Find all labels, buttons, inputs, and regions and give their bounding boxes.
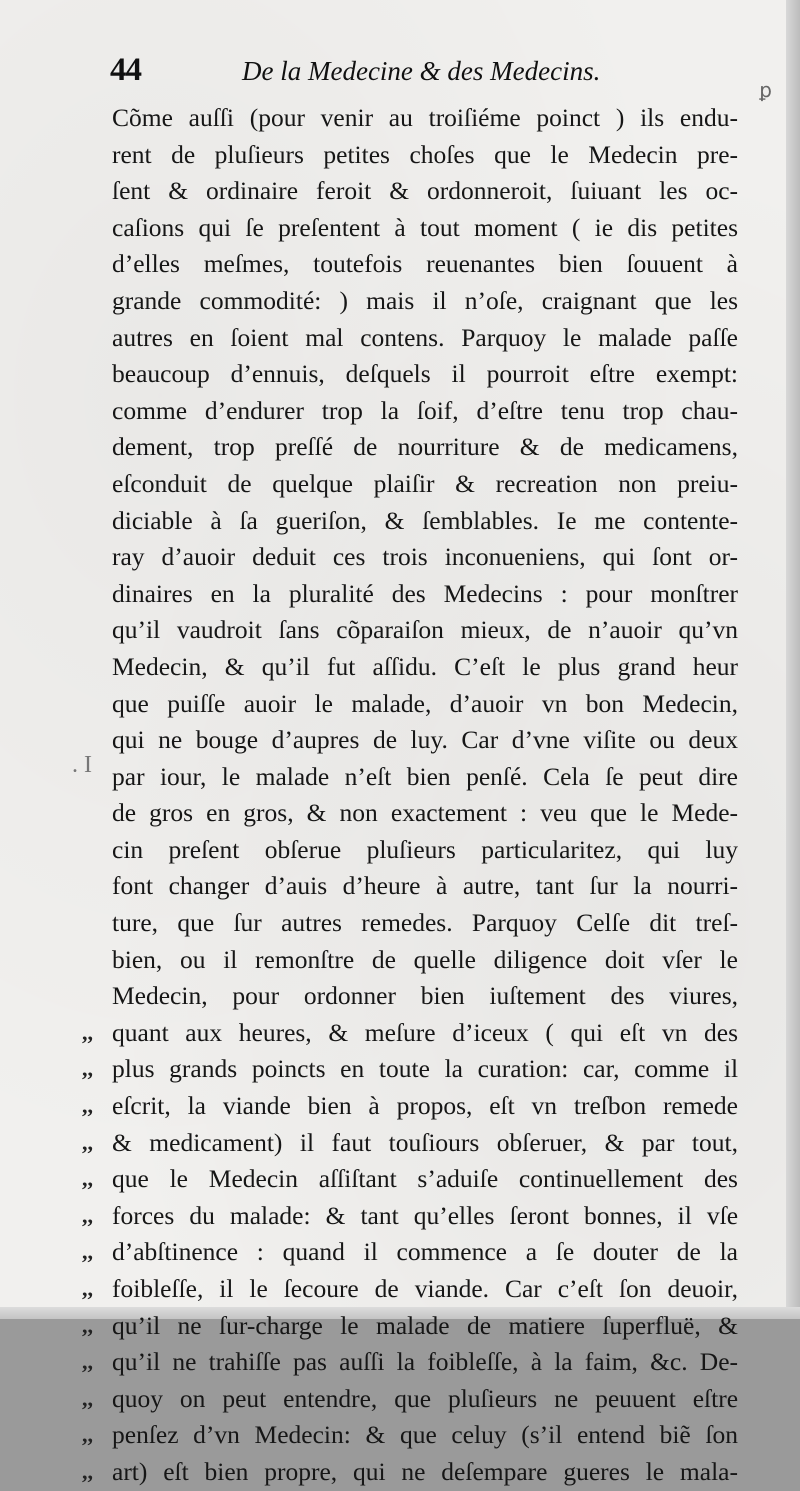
- text-line: [112, 795, 738, 832]
- line-text: rent de pluſieurs petites choſes que le Medecin pre-: [112, 139, 739, 169]
- line-text: font changer d’auis d’heure à autre, tant ſur la nourri-: [112, 871, 739, 901]
- line-text: de gros en gros, & non exactement : veu que le Mede-: [112, 798, 739, 828]
- line-text: penſez d’vn Medecin: & que celuy (s’il entend biẽ ſon: [112, 1420, 738, 1450]
- text-line: [112, 612, 738, 649]
- quotation-mark: ,,: [82, 1276, 93, 1301]
- margin-note: . I: [72, 752, 92, 778]
- text-line: [112, 722, 738, 759]
- line-text: ray d’auoir deduit ces trois inconueniens, qui ſont or-: [112, 542, 739, 572]
- text-line: [112, 686, 738, 723]
- line-text: que le Medecin aſſiſtant s’aduiſe continuellement des: [112, 1164, 738, 1194]
- line-text: caſions qui ſe preſentent à tout moment ( ie dis petites: [112, 212, 738, 242]
- text-line: [112, 393, 738, 430]
- body-text: [82, 100, 739, 1491]
- line-text: ture, que ſur autres remedes. Parquoy Celſe dit treſ-: [112, 908, 739, 938]
- text-line: [82, 1417, 738, 1454]
- line-text: qu’il ne trahiſſe pas auſſi la foibleſſe, à la faim, &c. De-: [112, 1347, 739, 1377]
- line-text: cin preſent obſerue pluſieurs particularitez, qui luy: [112, 834, 739, 864]
- text-line: [112, 539, 738, 576]
- line-text: & medicament) il faut touſiours obſeruer, & par tout,: [112, 1127, 738, 1157]
- text-line: [82, 1454, 738, 1491]
- line-text: Cõme auſſi (pour venir au troiſiéme poinct ) ils endu-: [112, 103, 738, 132]
- text-line: [112, 246, 738, 283]
- text-line: [112, 905, 738, 942]
- quotation-mark: ,,: [82, 1056, 93, 1082]
- text-line: [112, 137, 738, 174]
- line-text: foibleſſe, il le ſecoure de viande. Car c’eſt ſon deuoir,: [112, 1274, 738, 1303]
- page-number: 44: [110, 52, 141, 88]
- line-text: comme d’endurer trop la ſoif, d’eſtre tenu trop chau-: [112, 395, 739, 425]
- text-line: [112, 978, 738, 1015]
- text-line: [82, 1125, 738, 1162]
- quotation-mark: ,,: [82, 1129, 93, 1155]
- running-head: De la Medecine & des Medecins.: [242, 56, 601, 86]
- quotation-mark: ,,: [82, 1202, 93, 1228]
- text-line: [112, 429, 738, 466]
- quotation-mark: ,,: [82, 1239, 93, 1265]
- text-line: [112, 356, 738, 393]
- line-text: d’elles meſmes, toutefois reuenantes bien ſouuent à: [112, 249, 738, 279]
- line-text: forces du malade: & tant qu’elles ſeront bonnes, il vſe: [112, 1200, 739, 1230]
- text-line: [112, 283, 738, 320]
- text-line: [82, 1344, 739, 1381]
- line-text: dement, trop preſſé de nourriture & de medicamens,: [112, 432, 738, 462]
- line-text: eſcrit, la viande bien à propos, eſt vn treſbon remede: [112, 1091, 738, 1121]
- text-line: [112, 832, 738, 869]
- quotation-mark: ,,: [82, 1019, 93, 1045]
- text-line: [112, 503, 738, 540]
- text-line: [112, 100, 738, 137]
- quotation-mark: ,,: [82, 1385, 93, 1411]
- line-text: eſconduit de quelque plaiſir & recreation non preiu-: [112, 468, 738, 498]
- quotation-mark: ,,: [82, 1093, 93, 1119]
- quotation-mark: ,,: [82, 1422, 93, 1448]
- text-line: [82, 1161, 738, 1198]
- line-text: plus grands poincts en toute la curation: car, comme il: [112, 1054, 739, 1084]
- text-line: [82, 1088, 738, 1125]
- line-text: qu’il vaudroit ſans cõparaiſon mieux, de n’auoir qu’vn: [112, 615, 739, 645]
- corner-mark: ꝑ: [759, 78, 772, 102]
- text-line: [82, 1271, 738, 1308]
- line-text: grande commodité: ) mais il n’oſe, craignant que les: [112, 285, 739, 315]
- quotation-mark: ,,: [82, 1166, 93, 1192]
- line-text: qu’il ne ſur-charge le malade de matiere ſuperfluë, &: [112, 1310, 738, 1340]
- line-text: bien, ou il remonſtre de quelle diligence doit vſer le: [112, 944, 738, 974]
- text-line: [112, 210, 738, 247]
- line-text: qui ne bouge d’aupres de luy. Car d’vne viſite ou deux: [112, 725, 738, 755]
- line-text: beaucoup d’ennuis, deſquels il pourroit eſtre exempt:: [112, 359, 739, 389]
- text-line: [112, 466, 738, 503]
- line-text: par iour, le malade n’eſt bien penſé. Cela ſe peut dire: [112, 761, 738, 791]
- line-text: quoy on peut entendre, que pluſieurs ne peuuent eſtre: [112, 1383, 739, 1413]
- line-text: art) eſt bien propre, qui ne deſempare gueres le mala-: [112, 1456, 738, 1486]
- text-line: [82, 1015, 738, 1052]
- text-line: [112, 173, 738, 210]
- text-line: [112, 576, 738, 613]
- line-text: dinaires en la pluralité des Medecins : pour monſtrer: [112, 578, 738, 608]
- text-line: [82, 1308, 738, 1345]
- page-edge-right: [786, 0, 800, 1319]
- text-line: [112, 649, 738, 686]
- text-line: [82, 1381, 739, 1418]
- text-line: [82, 1198, 739, 1235]
- line-text: Medecin, pour ordonner bien iuſtement des viures,: [112, 981, 738, 1011]
- line-text: autres en ſoient mal contens. Parquoy le malade paſſe: [112, 322, 738, 352]
- line-text: d’abſtinence : quand il commence a ſe douter de la: [112, 1237, 738, 1267]
- text-line: [112, 868, 738, 905]
- text-line: [112, 942, 738, 979]
- line-text: quant aux heures, & meſure d’iceux ( qui eſt vn des: [112, 1017, 738, 1047]
- text-line: [112, 759, 738, 796]
- line-text: que puiſſe auoir le malade, d’auoir vn bon Medecin,: [112, 688, 738, 718]
- line-text: diciable à ſa gueriſon, & ſemblables. Ie me contente-: [112, 505, 739, 535]
- page-header: [110, 52, 650, 96]
- text-line: [112, 320, 738, 357]
- line-text: ſent & ordinaire feroit & ordonneroit, ſuiuant les oc-: [112, 176, 739, 206]
- line-text: Medecin, & qu’il fut aſſidu. C’eſt le plus grand heur: [112, 651, 739, 681]
- text-line: [82, 1234, 738, 1271]
- quotation-mark: ,,: [82, 1458, 93, 1484]
- quotation-mark: ,,: [82, 1312, 93, 1338]
- quotation-mark: ,,: [82, 1349, 93, 1375]
- text-line: [82, 1051, 739, 1088]
